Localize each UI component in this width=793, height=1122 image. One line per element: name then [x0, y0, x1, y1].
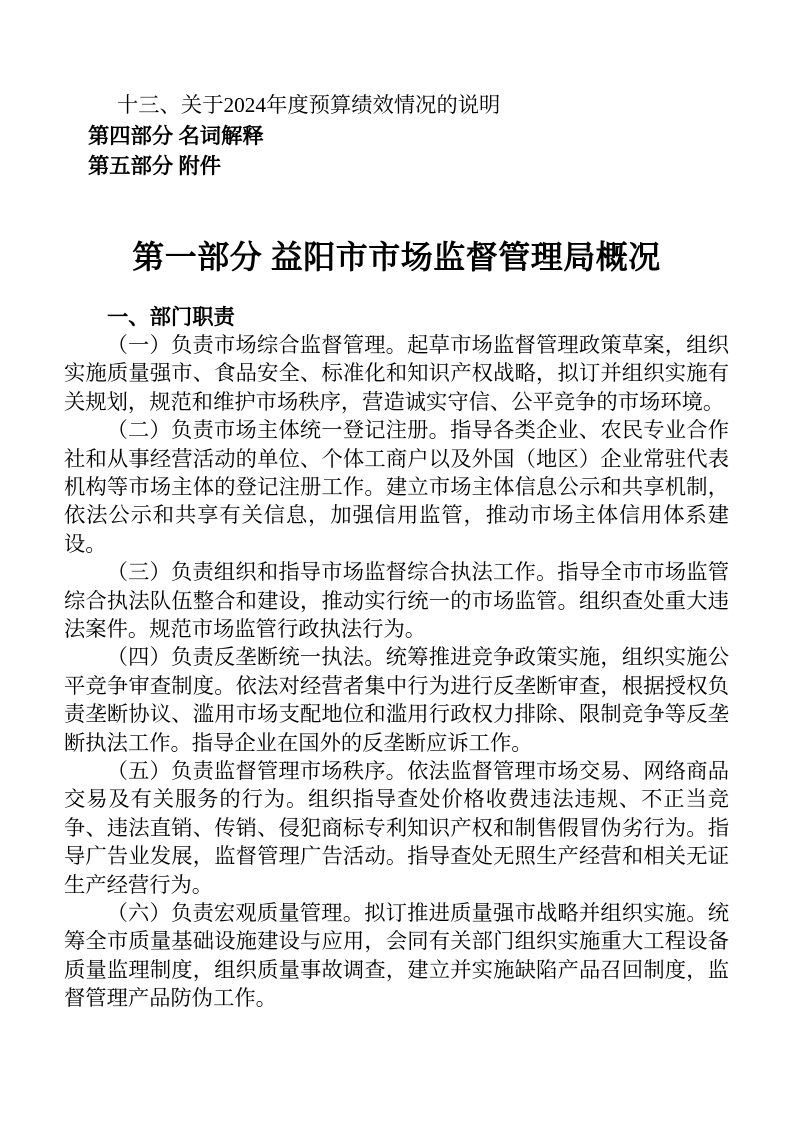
duty-paragraph-1: （一）负责市场综合监督管理。起草市场监督管理政策草案，组织实施质量强市、食品安全、标准化和知识产权战略，拟订并组织实施有关规划，规范和维护市场秩序，营造诚实守信、公平竞争的市场环境。	[64, 332, 729, 414]
part1-title: 第一部分 益阳市市场监督管理局概况	[132, 238, 661, 275]
section-heading-department-duties: 一、部门职责	[107, 304, 235, 329]
duty-paragraph-6: （六）负责宏观质量管理。拟订推进质量强市战略并组织实施。统筹全市质量基础设施建设与应用，会同有关部门组织实施重大工程设备质量监理制度，组织质量事故调查，建立并实施缺陷产品召回制度，监督管理产品防伪工作。	[64, 901, 729, 1011]
duty-paragraph-5: （五）负责监督管理市场秩序。依法监督管理市场交易、网络商品交易及有关服务的行为。组织指导查处价格收费违法违规、不正当竞争、违法直销、传销、侵犯商标专利知识产权和制售假冒伪劣行为。指导广告业发展，监督管理广告活动。指导查处无照生产经营和相关无证生产经营行为。	[64, 759, 729, 897]
toc-part-5-heading: 第五部分 附件	[88, 154, 222, 178]
duty-paragraph-3: （三）负责组织和指导市场监督综合执法工作。指导全市市场监管综合执法队伍整合和建设，推动实行统一的市场监管。组织查处重大违法案件。规范市场监管行政执法行为。	[64, 560, 729, 641]
duty-paragraph-2: （二）负责市场主体统一登记注册。指导各类企业、农民专业合作社和从事经营活动的单位、个体工商户以及外国（地区）企业常驻代表机构等市场主体的登记注册工作。建立市场主体信息公示和共享机制，依法公示和共享有关信息，加强信用监管，推动市场主体信用体系建设。	[64, 418, 729, 556]
toc-block	[64, 90, 729, 182]
toc-item-13: 十三、关于2024年度预算绩效情况的说明	[117, 93, 501, 117]
duties-paragraph-list	[64, 331, 729, 1013]
duty-paragraph-4: （四）负责反垄断统一执法。统筹推进竞争政策实施，组织实施公平竞争审查制度。依法对经营者集中行为进行反垄断审查，根据授权负责垄断协议、滥用市场支配地位和滥用行政权力排除、限制竞争等反垄断执法工作。指导企业在国外的反垄断应诉工作。	[64, 645, 729, 755]
toc-part-4-heading: 第四部分 名词解释	[88, 123, 264, 148]
